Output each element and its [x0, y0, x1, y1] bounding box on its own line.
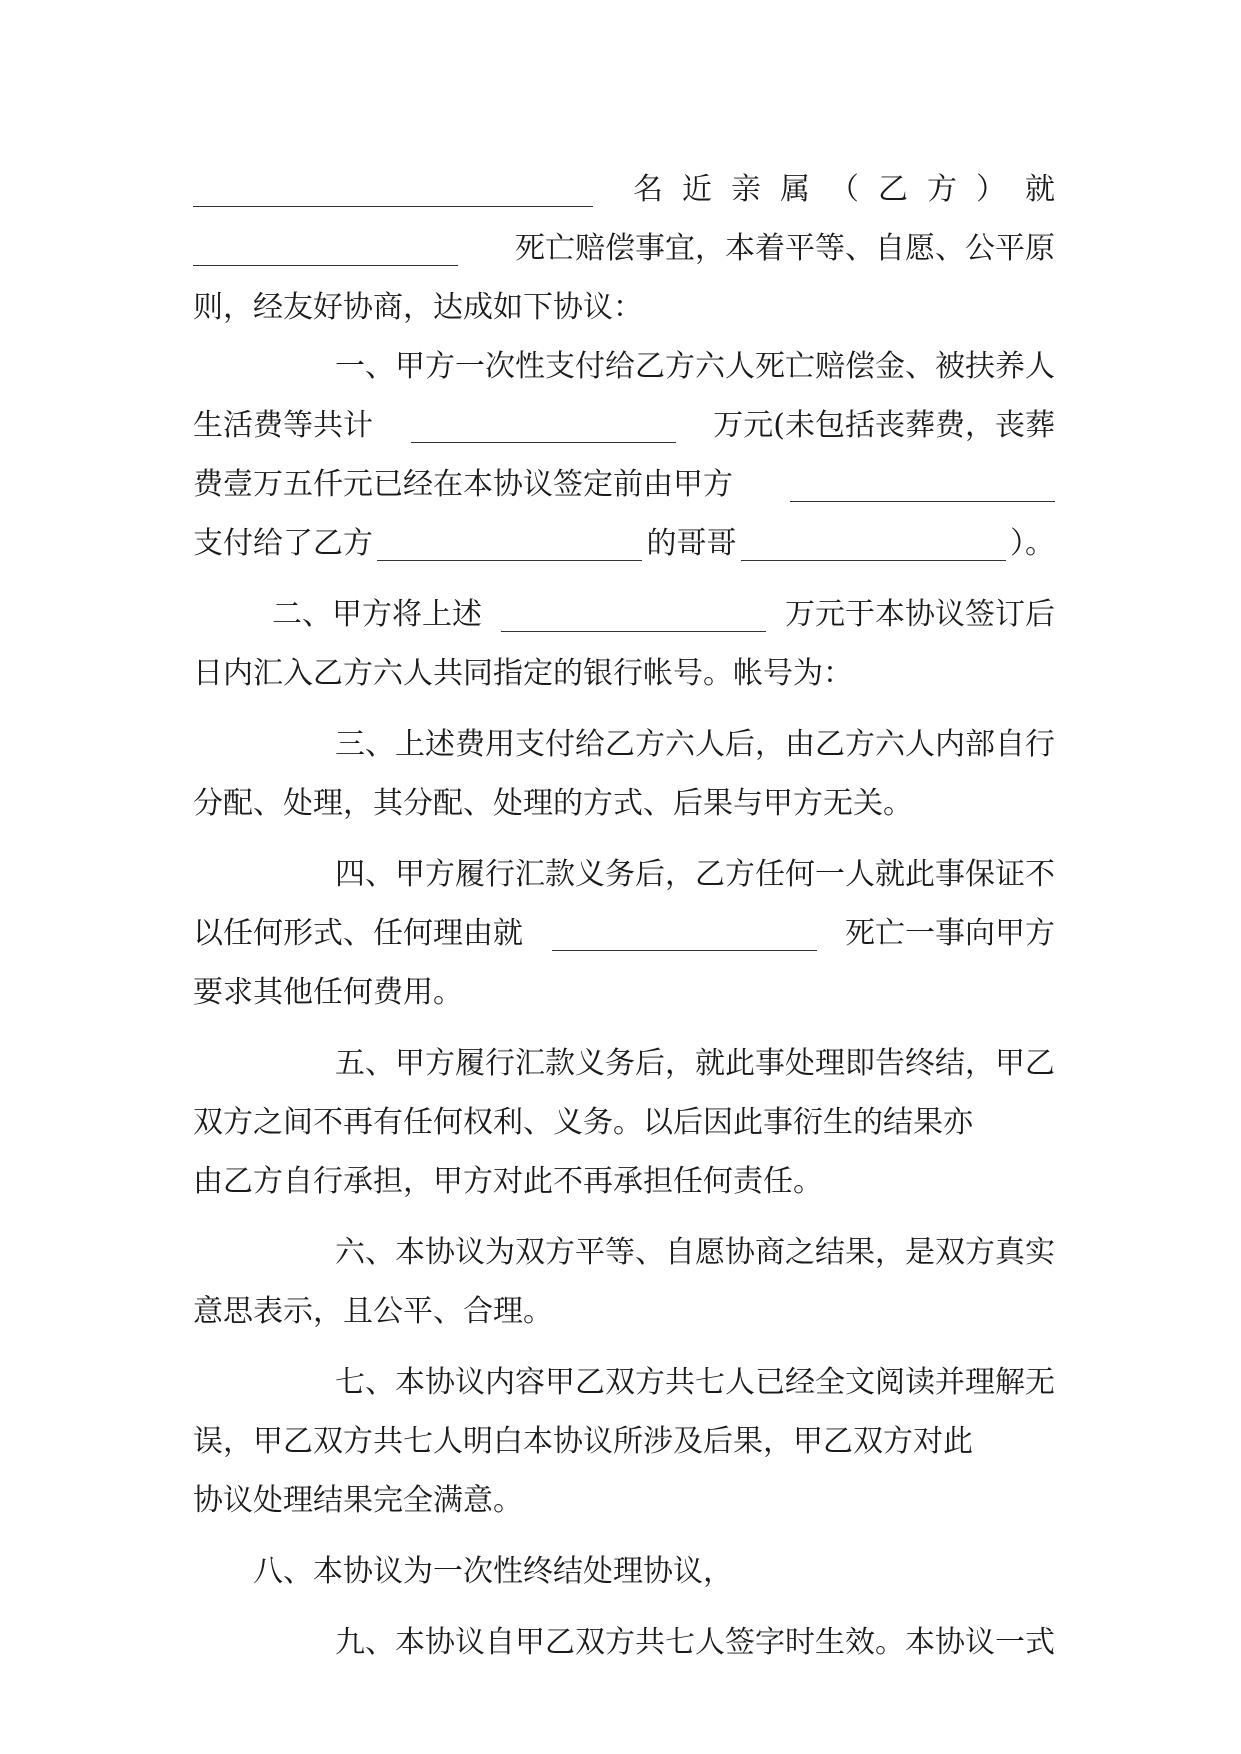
clause-3-line-2: 分配、处理，其分配、处理的方式、后果与甲方无关。 — [193, 786, 913, 821]
clause-text: 一、甲方一次性支付给乙方六人死亡赔偿金、被扶养人 — [335, 349, 1055, 384]
clause-text: 万元(未包括丧葬费，丧葬 — [713, 408, 1055, 443]
clause-text: 五、甲方履行汇款义务后，就此事处理即告终结，甲乙 — [335, 1046, 1055, 1081]
clause-6-line-2: 意思表示，且公平、合理。 — [193, 1294, 553, 1329]
clause-text: 以任何形式、任何理由就 — [193, 916, 523, 951]
clause-7-line-1 — [193, 1353, 1055, 1412]
clause-5-line-1 — [193, 1034, 1055, 1093]
clause-text: ）。 — [1010, 526, 1055, 561]
clause-9-line-1 — [193, 1613, 1055, 1672]
intro-line-1 — [193, 160, 1055, 219]
clause-1-line-3 — [193, 455, 1055, 514]
spread-char: 名 — [633, 172, 663, 207]
clause-3-line-1 — [193, 715, 1055, 774]
clause-text: 九、本协议自甲乙双方共七人签字时生效。本协议一式 — [335, 1625, 1055, 1660]
intro-text: 死亡赔偿事宜，本着平等、自愿、公平原 — [515, 231, 1055, 266]
clause-1-line-2 — [193, 396, 1055, 455]
clause-text: 支付给了乙方 — [193, 526, 373, 561]
spread-char: 就 — [1025, 172, 1055, 207]
clause-7-line-3: 协议处理结果完全满意。 — [193, 1483, 523, 1518]
spread-text — [633, 160, 1055, 219]
clause-4-line-2 — [193, 904, 1055, 963]
clause-text: 二、甲方将上述 — [272, 597, 482, 632]
spread-char: （ — [829, 172, 859, 207]
clause-2-line-2: 日内汇入乙方六人共同指定的银行帐号。帐号为： — [193, 656, 853, 691]
fill-blank — [790, 471, 1055, 502]
clause-5-line-3: 由乙方自行承担，甲方对此不再承担任何责任。 — [193, 1164, 823, 1199]
spread-char: 属 — [780, 172, 810, 207]
fill-blank — [193, 176, 593, 207]
clause-6-line-1 — [193, 1223, 1055, 1282]
clause-text: 七、本协议内容甲乙双方共七人已经全文阅读并理解无 — [335, 1365, 1055, 1400]
fill-blank — [741, 530, 1006, 561]
clause-5-line-2: 双方之间不再有任何权利、义务。以后因此事衍生的结果亦 — [193, 1105, 973, 1140]
clause-4-line-3: 要求其他任何费用。 — [193, 975, 463, 1010]
clause-text: 八、本协议为一次性终结处理协议， — [253, 1554, 733, 1589]
clause-1-line-1 — [193, 337, 1055, 396]
clause-text: 死亡一事向甲方 — [845, 916, 1055, 951]
fill-blank — [193, 235, 458, 266]
clause-2-line-1 — [193, 585, 1055, 644]
intro-line-2 — [193, 219, 1055, 278]
spread-char: 亲 — [731, 172, 761, 207]
intro-line-3: 则，经友好协商，达成如下协议： — [193, 290, 643, 325]
clause-8-line-1 — [193, 1542, 1055, 1601]
clause-7-line-2: 误，甲乙双方共七人明白本协议所涉及后果，甲乙双方对此 — [193, 1424, 973, 1459]
fill-blank — [552, 920, 817, 951]
fill-blank — [377, 530, 642, 561]
clause-text: 六、本协议为双方平等、自愿协商之结果，是双方真实 — [335, 1235, 1055, 1270]
spread-char: 方 — [927, 172, 957, 207]
clause-text: 费壹万五仟元已经在本协议签定前由甲方 — [193, 467, 733, 502]
clause-text: 万元于本协议签订后 — [785, 597, 1055, 632]
clause-text: 三、上述费用支付给乙方六人后，由乙方六人内部自行 — [335, 727, 1055, 762]
clause-text: 生活费等共计 — [193, 408, 373, 443]
spread-char: 近 — [682, 172, 712, 207]
fill-blank — [411, 412, 676, 443]
agreement-body — [193, 160, 1055, 1672]
clause-4-line-1 — [193, 845, 1055, 904]
fill-blank — [501, 601, 766, 632]
spread-char: ） — [976, 172, 1006, 207]
clause-1-line-4 — [193, 514, 1055, 573]
clause-text: 的哥哥 — [646, 526, 737, 561]
clause-text: 四、甲方履行汇款义务后，乙方任何一人就此事保证不 — [335, 857, 1055, 892]
spread-char: 乙 — [878, 172, 908, 207]
